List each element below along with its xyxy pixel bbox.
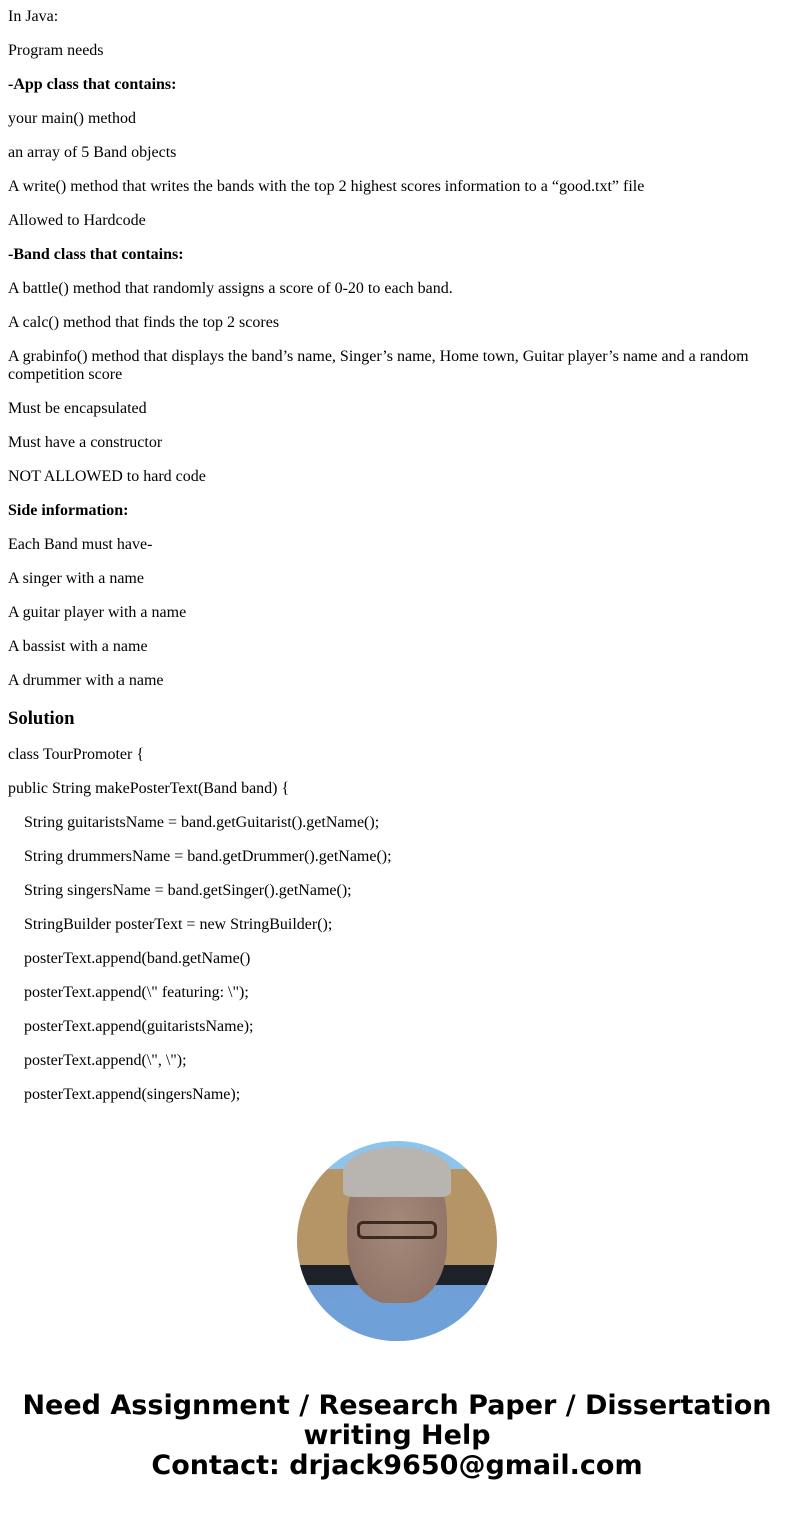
- question-text: [8, 8, 786, 690]
- code-line: String singersName = band.getSinger().getName();: [24, 882, 352, 899]
- solution-code: [8, 746, 786, 1104]
- requirement-line: A singer with a name: [8, 570, 144, 587]
- code-line: posterText.append(guitaristsName);: [24, 1018, 254, 1035]
- requirement-line: Must be encapsulated: [8, 400, 147, 417]
- code-line: posterText.append(\", \");: [24, 1052, 187, 1069]
- requirement-line: In Java:: [8, 8, 59, 25]
- requirement-line: A drummer with a name: [8, 672, 164, 689]
- code-line: class TourPromoter {: [8, 746, 145, 763]
- code-line: posterText.append(singersName);: [24, 1086, 241, 1103]
- requirement-line: A bassist with a name: [8, 638, 148, 655]
- contact-email: Contact: drjack9650@gmail.com: [151, 1450, 643, 1481]
- avatar-photo: [297, 1141, 497, 1341]
- code-line: StringBuilder posterText = new StringBuilder();: [24, 916, 333, 933]
- code-line: posterText.append(\" featuring: \");: [24, 984, 249, 1001]
- requirement-line: Each Band must have-: [8, 536, 153, 553]
- author-avatar: [297, 1141, 497, 1341]
- requirement-line: Program needs: [8, 42, 104, 59]
- code-line: posterText.append(band.getName(): [24, 950, 251, 967]
- requirement-line: Allowed to Hardcode: [8, 212, 146, 229]
- code-line: public String makePosterText(Band band) {: [8, 780, 290, 797]
- requirement-line: A battle() method that randomly assigns a score of 0-20 to each band.: [8, 280, 453, 297]
- requirement-line: NOT ALLOWED to hard code: [8, 468, 206, 485]
- section-heading: -Band class that contains:: [8, 246, 184, 263]
- contact-banner: [8, 1391, 786, 1481]
- code-line: String guitaristsName = band.getGuitarist().getName();: [24, 814, 380, 831]
- solution-heading: Solution: [8, 708, 75, 729]
- requirement-line: A grabinfo() method that displays the band’s name, Singer’s name, Home town, Guitar player’s name and a random competition score: [8, 348, 749, 383]
- requirement-line: A calc() method that finds the top 2 scores: [8, 314, 280, 331]
- section-heading: -App class that contains:: [8, 76, 177, 93]
- requirement-line: A write() method that writes the bands with the top 2 highest scores information to a “good.txt” file: [8, 178, 645, 195]
- requirement-line: A guitar player with a name: [8, 604, 187, 621]
- requirement-line: an array of 5 Band objects: [8, 144, 177, 161]
- section-heading: Side information:: [8, 502, 129, 519]
- code-line: String drummersName = band.getDrummer().getName();: [24, 848, 392, 865]
- requirement-line: your main() method: [8, 110, 136, 127]
- requirement-line: Must have a constructor: [8, 434, 163, 451]
- help-text: Need Assignment / Research Paper / Dissertation writing Help: [22, 1390, 772, 1451]
